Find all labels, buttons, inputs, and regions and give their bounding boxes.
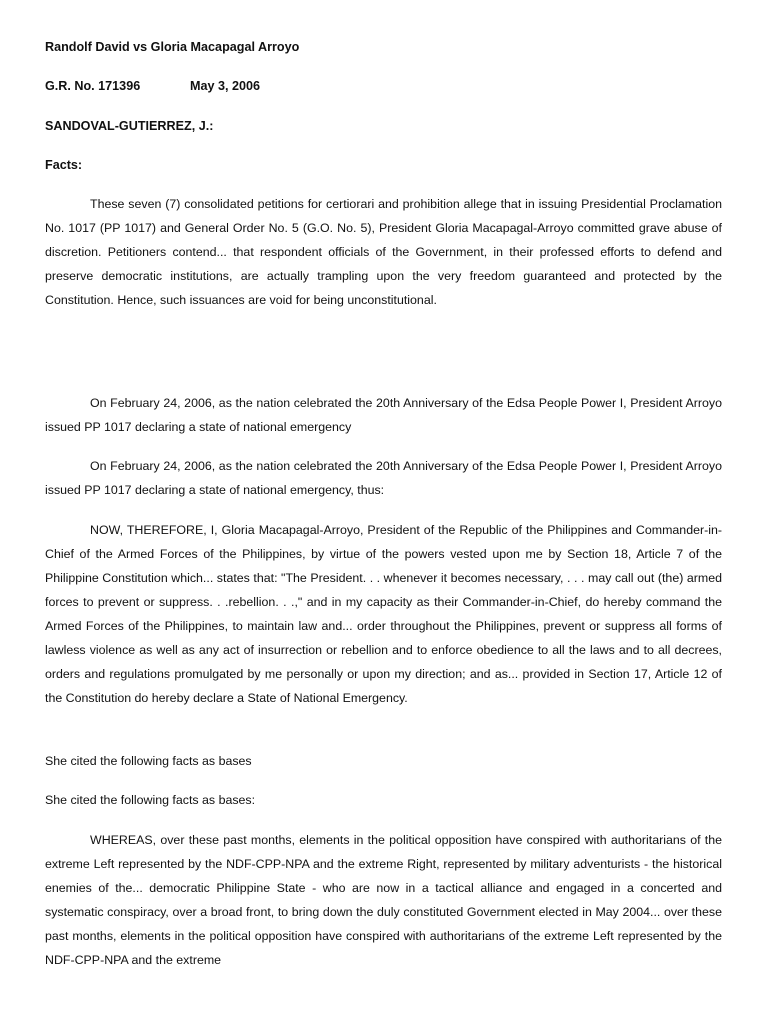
paragraph-bases-colon: She cited the following facts as bases: (45, 793, 256, 807)
decision-date: May 3, 2006 (190, 79, 261, 93)
paragraph-proclamation: NOW, THEREFORE, I, Gloria Macapagal-Arroyo, President of the Republic of the Philippines and Commander-in-Chief of the Armed Forces of the Philippines, by virtue of the powers vested upon me by Section 18, Article 7 of the Philippine Constitution which... states that: "The President. . . whenever it becomes necessary, . . . may call out (the) armed forces to prevent or suppress. . .rebellion. . .," and in my capacity as their Commander-in-Chief, do hereby command the Armed Forces of the Philippines, to maintain law and... order throughout the Philippines, prevent or suppress all forms of lawless violence as well as any act of insurrection or rebellion and to enforce obedience to all the laws and to all decrees, orders and regulations promulgated by me personally or upon my direction; and as... provided in Section 17, Article 12 of the Constitution do hereby declare a State of National Emergency. (45, 523, 722, 705)
paragraph-pp1017: On February 24, 2006, as the nation celebrated the 20th Anniversary of the Edsa People Power I, President Arroyo issued PP 1017 declaring a state of national emergency (45, 396, 722, 434)
case-title: Randolf David vs Gloria Macapagal Arroyo (45, 40, 300, 54)
paragraph-pp1017-thus: On February 24, 2006, as the nation celebrated the 20th Anniversary of the Edsa People Power I, President Arroyo issued PP 1017 declaring a state of national emergency, thus: (45, 459, 722, 497)
ponente: SANDOVAL-GUTIERREZ, J.: (45, 119, 214, 133)
gr-number: G.R. No. 171396 (45, 79, 141, 93)
facts-heading: Facts: (45, 158, 83, 172)
paragraph-whereas: WHEREAS, over these past months, elements in the political opposition have conspired with authoritarians of the extreme Left represented by the NDF-CPP-NPA and the extreme Right, represented by military adventurists - the historical enemies of the... democratic Philippine State - who are now in a tactical alliance and engaged in a concerted and systematic conspiracy, over a broad front, to bring down the duly constituted Government elected in May 2004... over these past months, elements in the political opposition have conspired with authoritarians of the extreme Left represented by the NDF-CPP-NPA and the extreme (45, 833, 722, 967)
document-page (45, 0, 722, 1024)
case-reference (45, 79, 261, 93)
paragraph-petitions: These seven (7) consolidated petitions for certiorari and prohibition allege that in issuing Presidential Proclamation No. 1017 (PP 1017) and General Order No. 5 (G.O. No. 5), President Gloria Macapagal-Arroyo committed grave abuse of discretion. Petitioners contend... that respondent officials of the Government, in their professed efforts to defend and preserve democratic institutions, are actually trampling upon the very freedom guaranteed and protected by the Constitution. Hence, such issuances are void for being unconstitutional. (45, 197, 722, 307)
paragraph-bases: She cited the following facts as bases (45, 754, 252, 768)
